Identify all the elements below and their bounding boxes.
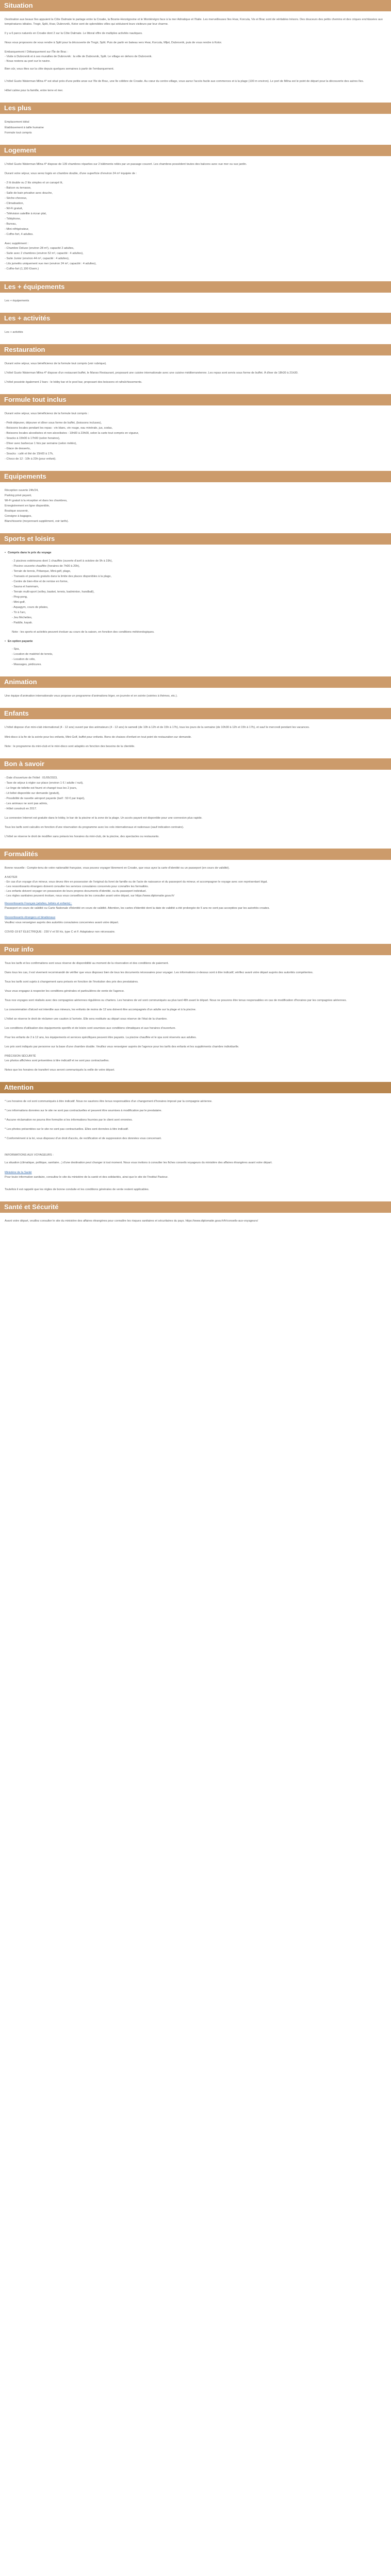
- pour-info-paragraph: Les conditions d'utilisation des équipements sportifs et de loisirs sont soumises aux conditions climatiques et aux horaires d'ouverture.: [5, 1026, 176, 1030]
- bon-savoir-paragraph: La connexion Internet est gratuite dans le lobby, le bar de la piscine et la zone de la plage. Un accès payant est disponible pour une connexion plus rapide.: [5, 816, 203, 820]
- attention-item: * Conformément à la loi, vous disposez d'un droit d'accès, de rectification et de suppression des données vous concernant.: [5, 1137, 162, 1141]
- list-item: - Télévision satellite à écran plat,: [5, 212, 47, 215]
- bon-savoir-paragraph: L'hôtel se réserve le droit de modifier sans préavis les horaires du mini-club, de la piscine, des spectacles ou restaurants.: [5, 835, 159, 839]
- list-item: - Paddle, kayak.: [12, 621, 33, 625]
- list-item: Établissement à taille humaine: [5, 126, 44, 129]
- formule-list: [5, 421, 386, 462]
- list-item: Boutique souvenir,: [5, 510, 29, 513]
- list-item: - Snacks : café et thé de 15h00 à 17h,: [5, 452, 54, 456]
- attention-link-text: Pour toute information sanitaire, consultez le site du ministère de la santé et des solidarités, ainsi que le site de l'Institut Pasteur.: [5, 1175, 168, 1179]
- list-item: - Climatisation,: [5, 201, 24, 205]
- enfants-paragraph: Mini-disco à la fin de la soirée pour les enfants, Mini-Golf, buffet pour enfants. Bons de chaises d'enfant en tout point de restauration sur demande.: [5, 735, 192, 739]
- bon-savoir-paragraph: Tous les tarifs sont calculés en fonction d'une réservation du programme avec les vols internationaux et nationaux (sauf indication contraire).: [5, 825, 184, 829]
- list-item: - Lits jumelés uniquement vue mer (environ 24 m², capacité : 4 adultes),: [5, 262, 96, 266]
- list-item: - Boissons locales pendant les repas : vin blanc, vin rouge, eau minérale, jus, sodas,: [5, 426, 113, 430]
- list-item: - Spa,: [12, 648, 20, 651]
- pour-info-paragraph: La consommation d'alcool est interdite aux mineurs, les enfants de moins de 12 ans doivent être accompagnés d'un adulte sur la plage et à la piscine.: [5, 1008, 197, 1011]
- animation-paragraph: Une équipe d'animation internationale vous propose un programme d'animations léger, en journée et en soirée (soirées à thèmes, etc.).: [5, 694, 178, 698]
- list-item: - Ping-pong,: [12, 595, 28, 599]
- list-item: - Le linge de toilette est fourni et changé tous les 2 jours,: [5, 786, 77, 790]
- logement-list: [5, 181, 386, 238]
- bon-savoir-list: [5, 776, 386, 811]
- formalites-note: - Les enfants doivent voyager en possession de leurs propres documents d'identité, ou du passeport individuel.: [5, 890, 147, 893]
- list-item: - Bureau,: [5, 223, 17, 226]
- pour-info-paragraph: Tous les tarifs sont sujets à changement sans préavis en fonction de l'évolution des prix des prestataires.: [5, 980, 139, 984]
- list-item: - Suite avec 2 chambres (environ 52 m², capacité : 4 adultes),: [5, 252, 84, 256]
- formalites-covid: COVID-19 ET ÉLECTRIQUE : 230 V et 50 Hz, type C et F. Adaptateur non nécessaire.: [5, 930, 116, 934]
- logement-supplements-title: Avec supplément :: [5, 242, 28, 246]
- list-item: - Massages, pédicures.: [12, 663, 42, 667]
- les-equipements-text: Les + équipements: [5, 299, 29, 302]
- list-item: Formule tout compris: [5, 131, 32, 134]
- sports-paying-title: En option payante: [7, 640, 33, 643]
- formalites-paragraph: Veuillez vous renseigner auprès des autorités consulaires concernées avant votre départ.: [5, 921, 119, 924]
- list-item: - Terrain de tennis, Pétanque, Mini-golf, plage,: [12, 569, 71, 573]
- list-item: - Mini-réfrigérateur,: [5, 228, 29, 231]
- list-item: - Jeu fléchettes,: [12, 616, 32, 620]
- section-header-pour-info: Pour info: [0, 944, 391, 955]
- situation-paragraph: Destination aux beaux îles appuient la Côte Dalmate le partage entre la Croatie, la Bosnie-Herzégovine et le Monténégro face à la mer Adriatique et l'Italie. Les merveilleuses îles Hvar, Korcula, Vis et Brac sont de véritables trésors. Des douceurs des petits chemins et des criques enchâssées aux températures idéales. Trogir, Split, Hvar, Dubrovnik, Kotor sont de splendides villes qui séduisent leurs visiteurs par leur charme.: [5, 18, 383, 26]
- list-item: Emplacement idéal: [5, 121, 29, 124]
- precision-title: PRÉCISION SÉCURITÉ: [5, 1055, 36, 1058]
- bullet-icon: •: [5, 551, 6, 555]
- list-item: - Coffre-fort, 4 adultes.: [5, 233, 34, 236]
- list-item: - Tir à l'arc,: [12, 611, 26, 614]
- section-header-animation: Animation: [0, 676, 391, 688]
- list-item: - Snacks à 15h00 à 17h00 (selon horaires),: [5, 436, 60, 440]
- list-item: - Glace de desserts,: [5, 447, 31, 451]
- list-item: - Petit-déjeuner, déjeuner et dîner sous forme de buffet, (boissons incluses),: [5, 421, 102, 425]
- pour-info-paragraph: Tous les tarifs et les confirmations sont sous réserve de disponibilité au moment de la réservation et des conditions de paiement.: [5, 961, 169, 965]
- section-header-les-plus: Les plus: [0, 103, 391, 114]
- section-header-les-equipements: Les + équipements: [0, 281, 391, 293]
- formalites-a-noter: A NOTER: [5, 876, 18, 879]
- enfants-paragraph: Note : le programme du mini-club et le mini-disco sont adaptés en fonction des besoins de la clientèle.: [5, 744, 135, 748]
- pour-info-paragraph: Vous vous engagez à respecter les conditions générales et particulières de vente de l'agence.: [5, 989, 125, 993]
- section-header-les-activites: Les + activités: [0, 313, 391, 324]
- list-item: - Mini-golf,: [12, 600, 26, 604]
- list-item: - Dîner avec barbecue 1 fois par semaine (selon météo),: [5, 442, 77, 445]
- list-item: - Centre de bien-être et de remise en forme,: [12, 580, 69, 583]
- list-item: - Transats et parasols gratuits dans la limite des places disponibles à la plage,: [12, 574, 112, 578]
- section-header-sante: Santé et Sécurité: [0, 1201, 391, 1213]
- attention-item: * Aucune réclamation ne pourra être formulée si les informations fournies par le client sont erronées.: [5, 1118, 133, 1122]
- section-header-enfants: Enfants: [0, 708, 391, 719]
- equipements-list: [5, 488, 386, 524]
- list-item: - 2 lit double ou 2 lits simples et un canapé lit,: [5, 181, 63, 184]
- ministere-sante-link[interactable]: Ministère de la Santé: [5, 1171, 32, 1174]
- list-item: - Choco de 12 : 10h à 23h (pour enfant).: [5, 457, 56, 461]
- sports-paying-list: [5, 647, 386, 667]
- list-item: - 2 piscines extérieures dont 1 chauffée (ouverte d'avril à octobre de 9h à 19h),: [12, 559, 112, 563]
- section-header-bon-a-savoir: Bon à savoir: [0, 758, 391, 770]
- list-item: - Sauna et hammam,: [12, 585, 39, 588]
- list-item: Parking privé payant,: [5, 494, 32, 498]
- list-item: - Wi-Fi gratuit,: [5, 207, 23, 210]
- page: [0, 0, 391, 1224]
- list-item: - Salle de bain privative avec douche,: [5, 191, 53, 195]
- les-plus-list: [5, 120, 386, 135]
- bullet-icon: •: [5, 640, 6, 643]
- list-item: - Hôtel construit en 2017.: [5, 807, 37, 810]
- list-item: - Chambre Deluxe (environ 28 m²), capacité 2 adultes,: [5, 247, 74, 250]
- list-item: - Suite Junior (environ 44 m², capacité : 4 adultes),: [5, 257, 70, 261]
- list-item: - Possibilité de navette aéroport payante (tarif : 50 € par trajet),: [5, 796, 85, 800]
- sports-note: Note : les sports et activités peuvent évoluer au cours de la saison, en fonction des conditions météorologiques.: [12, 631, 155, 634]
- ressortissants-etrangers-link[interactable]: Ressortissants étrangers et binationaux: [5, 916, 56, 920]
- logement-supplements-list: [5, 246, 386, 272]
- list-item: - Aquagym, cours de pilates,: [12, 605, 48, 609]
- section-header-sports: Sports et loisirs: [0, 533, 391, 545]
- list-item: Enregistrement en ligne disponible,: [5, 504, 50, 508]
- section-header-formalites: Formalités: [0, 849, 391, 860]
- situation-paragraph: Nous vous proposons de vous rendre à Split pour la découverte de Trogir, Split. Puis de partir en bateau vers Hvar, Korcula, Mljet, Dubrovnik, puis de vous rendre à Kotor.: [5, 41, 222, 45]
- pour-info-paragraph: Dans tous les cas, il est vivement recommandé de vérifier que vous disposez bien de tous les documents nécessaires pour voyager. Les informations ci-dessus sont à titre indicatif, vérifiez avant votre départ auprès des autorités compétentes.: [5, 971, 314, 974]
- formalites-note: - Les ressortissants étrangers doivent consulter les services consulaires concernés pour connaître les formalités.: [5, 885, 149, 889]
- section-header-restauration: Restauration: [0, 344, 391, 355]
- list-item: - Lit bébé disponible sur demande (gratuit),: [5, 791, 60, 795]
- logement-paragraph: Durant votre séjour, vous serez logés en chambre double, d'une superficie d'environ 24 m² équipée de :: [5, 172, 137, 175]
- list-item: - Taxe de séjour à régler sur place (environ 1 € / adulte / nuit),: [5, 781, 84, 785]
- pour-info-paragraph: Les prix sont indiqués par personne sur la base d'une chambre double. Veuillez vous renseigner auprès de l'agence pour les tarifs des enfants et les suppléments chambre individuelle.: [5, 1045, 239, 1049]
- list-item: - Sèche-cheveux,: [5, 196, 27, 200]
- intro-paragraph: L'hôtel Gusto Waterman Milna 4* est situé près d'une petite anse sur l'île de Brac, une île célèbre de Croatie. Au cœur du centre-village, vous aurez l'accès facile aux commerces et à la plage (100 m environ). Le port de Milna est le point de départ pour la découverte des autres îles.: [5, 80, 364, 83]
- list-item: - Location de vélo,: [12, 658, 36, 662]
- situation-embark: Embarquement / Débarquement sur l'Île de Brac :: [5, 50, 68, 54]
- list-item: - Boissons locales alcoolisées et non-alcoolisées : 10h00 à 23h00, selon la carte tout compris en vigueur,: [5, 431, 139, 435]
- list-item: - Balcon ou terrasse,: [5, 186, 31, 190]
- list-item: - Téléphone,: [5, 217, 21, 221]
- section-header-logement: Logement: [0, 145, 391, 156]
- restauration-paragraph: Durant votre séjour, vous bénéficierez de la formule tout compris (voir rubrique).: [5, 362, 107, 365]
- attention-item: * Les horaires de vol sont communiqués à titre indicatif. Nous ne saurions être tenus responsables d'un changement d'horaires imposé par la compagnie aérienne.: [5, 1100, 213, 1104]
- logement-paragraph: L'hôtel Gusto Waterman Milna 4* dispose de 139 chambres réparties sur 2 bâtiments reliés par un passage couvert. Les chambres possèdent toutes des balcons avec vue mer ou vue jardin.: [5, 162, 247, 166]
- voyageurs-text: La situation (climatique, politique, sanitaire...) d'une destination peut changer à tout moment. Nous vous invitons à consulter les fiches conseils voyageurs du ministère des affaires étrangères avant votre départ.: [5, 1161, 272, 1165]
- enfants-paragraph: L'hôtel dispose d'un mini-club international (4 - 12 ans) ouvert par des animateurs (4 - 12 ans) le samedi (de 10h à 12h et de 15h à 17h), tous les jours de la semaine (de 10h30 à 12h et 15h à 17h), et sauf le mercredi pendant les vacances.: [5, 726, 310, 730]
- list-item: - Date d'ouverture de l'hôtel : 01/05/2023,: [5, 776, 58, 779]
- formalites-note: - Les règles sanitaires peuvent évoluer, nous vous conseillons de les consulter avant votre départ, sur https://www.diplomatie.gouv.fr/: [5, 894, 174, 898]
- pour-info-note: Notez que les horaires de transfert vous seront communiqués la veille de votre départ.: [5, 1069, 115, 1072]
- list-item: - Les animaux ne sont pas admis,: [5, 802, 48, 805]
- ressortissants-francais-link[interactable]: Ressortissants Français (adultes, bébés et enfants) :: [5, 902, 72, 906]
- attention-item: * Les photos présentées sur le site ne sont pas contractuelles. Elles sont données à titre indicatif.: [5, 1128, 129, 1131]
- list-item: - Piscine couverte chauffée (horaires de 7h00 à 20h),: [12, 564, 80, 568]
- attention-item: * Les informations données sur le site ne sont pas contractuelles et peuvent être soumises à modification par le prestataire.: [5, 1109, 162, 1113]
- voyageurs-title: INFORMATIONS AUX VOYAGEURS :: [5, 1154, 54, 1157]
- list-item: - Location de matériel de tennis,: [12, 653, 53, 656]
- list-item: Consigne à bagages,: [5, 515, 32, 518]
- situation-paragraph: Il y a 6 parcs naturels en Croatie dont 2 sur la Côte Dalmate. Le littoral offre de multiples activités nautiques.: [5, 32, 143, 36]
- pour-info-paragraph: Pour les enfants de 2 à 12 ans, les équipements et services spécifiques peuvent être payants. La piscine chauffée et le spa sont réservés aux adultes.: [5, 1036, 197, 1039]
- les-activites-text: Les + activités: [5, 330, 23, 334]
- situation-visite: - Nous restons au port sur le navire.: [5, 60, 51, 63]
- formalites-paragraph: Bonne nouvelle : Compte-tenu de votre nationalité française, vous pouvez voyager librement en Croatie, que vous ayez la carte d'identité ou un passeport (en cours de validité).: [5, 867, 230, 870]
- situation-visite: - Visite à Dubrovnik et à ses murailles de Dubrovnik : la ville de Dubrovnik, Split. Le village en dehors de Dubrovnik.: [5, 55, 152, 59]
- section-header-attention: Attention: [0, 1082, 391, 1093]
- sports-included-heading: [5, 551, 386, 555]
- intro-paragraph: Hôtel calme pour la famille, entre terre et mer.: [5, 89, 63, 93]
- section-header-situation: Situation: [0, 0, 391, 11]
- formalites-note: - En cas d'un voyage d'un mineur, vous devez être en possession de l'original du livret de famille ou de l'acte de naissance et du passeport du mineur, et accompagner le voyage avec son représentant légal.: [5, 880, 268, 884]
- pour-info-paragraph: Tous nos voyages sont réalisés avec des compagnies aériennes régulières ou charters. Les horaires de vol sont communiqués au plus tard 48h avant le départ. Nous ne pouvons être tenus responsables en cas de modification d'horaires par les compagnies aériennes.: [5, 998, 347, 1002]
- list-item: Wi-Fi gratuit à la réception et dans les chambres,: [5, 499, 68, 503]
- section-header-equipements: Equipements: [0, 471, 391, 482]
- sports-paying-heading: [5, 639, 386, 644]
- formalites-paragraph: Passeport en cours de validité ou Carte Nationale d'Identité en cours de validité. Attention, les cartes d'identité dont la date de validité a été prolongée de 5 ans ne sont pas acceptées par les autorités croates.: [5, 907, 270, 910]
- formule-paragraph: Durant votre séjour, vous bénéficierez de la formule tout compris :: [5, 412, 89, 415]
- sports-included-title: Compris dans le prix du voyage: [7, 551, 52, 555]
- restauration-paragraph: L'hôtel possède également 2 bars : le lobby bar et le pool bar, proposant des boissons et rafraîchissements.: [5, 380, 142, 384]
- attention-final: Toutefois il est rappelé que les règles de bonne conduite et les conditions générales de vente restent applicables.: [5, 1188, 150, 1191]
- list-item: Blanchisserie (moyennant supplément, voir tarifs).: [5, 520, 69, 523]
- restauration-paragraph: L'hôtel Gusto Waterman Milna 4* dispose d'un restaurant buffet, le Manso Restaurant, proposant une cuisine internationale avec une cuisine méditerranéenne. Les repas sont servis sous forme de buffet. À dîner de 18h30 à 21h30.: [5, 371, 299, 375]
- list-item: - Terrain multi-sport (volley, basket, tennis, badminton, handball),: [12, 590, 94, 594]
- sports-included-list: [5, 559, 386, 626]
- situation-fin: Bien sûr, vous êtes sur la côte depuis quelques semaines à partir de l'embarquement.: [5, 67, 115, 71]
- section-header-formule: Formule tout inclus: [0, 394, 391, 405]
- list-item: Réception ouverte 24h/24,: [5, 489, 39, 493]
- pour-info-paragraph: L'hôtel se réserve le droit de réclamer une caution à l'arrivée. Elle sera restituée au départ sous réserve de l'état de la chambre.: [5, 1017, 168, 1021]
- sante-paragraph: Avant votre départ, veuillez consulter le site du ministère des affaires étrangères pour connaître les risques sanitaires et sécuritaires du pays. https://www.diplomatie.gouv.fr/fr/conseils-aux-voyageurs/: [5, 1219, 258, 1223]
- list-item: - Coffre-fort (1,190 €/sem.): [5, 267, 39, 271]
- precision-text: Les photos affichées sont présentées à titre indicatif et ne sont pas contractuelles.: [5, 1059, 109, 1063]
